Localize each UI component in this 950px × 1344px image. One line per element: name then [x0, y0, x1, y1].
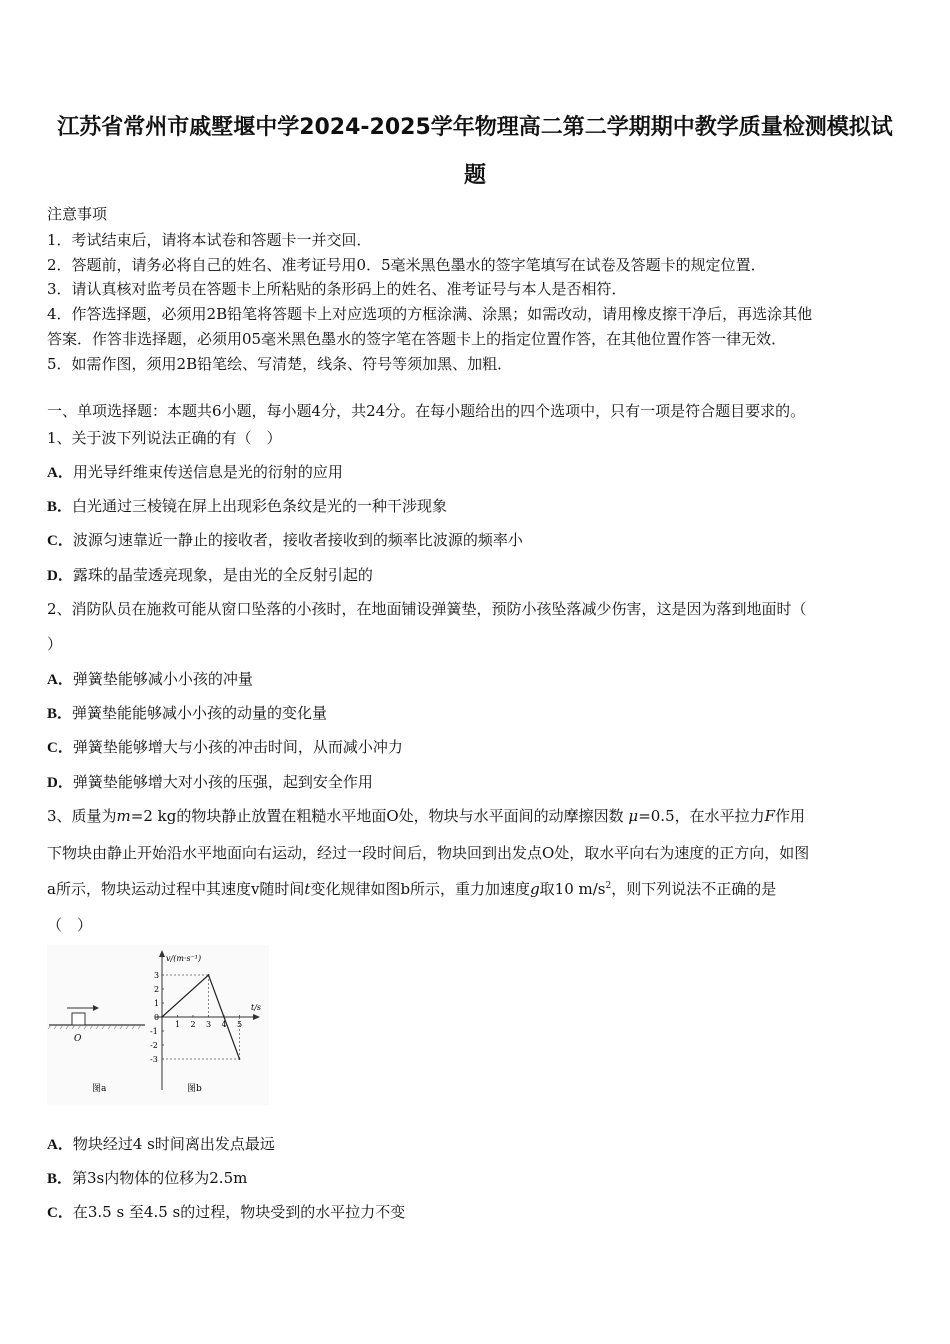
option-label: C．	[47, 533, 73, 549]
question-1-option-b	[47, 495, 907, 516]
option-text: 第3s内物体的位移为2.5m	[72, 1169, 248, 1187]
option-label: D．	[47, 775, 73, 791]
option-text: 弹簧垫能能够减小小孩的动量的变化量	[72, 704, 328, 722]
x-tick-label: 4	[221, 1020, 227, 1029]
question-1-option-c	[47, 529, 907, 550]
notice-item: 4．作答选择题，必须用2B铅笔将答题卡上对应选项的方框涂满、涂黑；如需改动，请用橡皮擦干净后，再选涂其他	[47, 305, 813, 323]
question-3-option-a	[47, 1133, 907, 1154]
notice-item: 3．请认真核对监考员在答题卡上所粘贴的条形码上的姓名、准考证号与本人是否相符．	[47, 280, 627, 298]
question-3-stem-line-1	[47, 805, 907, 826]
option-label: A．	[47, 1137, 73, 1153]
stem-text: =2 kg的物块静止放置在粗糙水平地面O处，物块与水平面间的动摩擦因数	[130, 807, 624, 825]
option-text: 在3.5 s 至4.5 s的过程，物块受到的水平拉力不变	[72, 1203, 406, 1221]
option-label: A．	[47, 465, 73, 481]
stem-text: 取10 m/s	[539, 880, 606, 898]
question-3-option-c	[47, 1201, 907, 1222]
option-text: 白光通过三棱镜在屏上出现彩色条纹是光的一种干涉现象	[72, 497, 448, 515]
option-label: B．	[47, 499, 73, 515]
symbol-t: t	[304, 880, 311, 898]
question-2-stem: 2、消防队员在施救可能从窗口坠落的小孩时，在地面铺设弹簧垫，预防小孩坠落减少伤害，这是因为落到地面时（	[47, 600, 807, 618]
y-axis-label: v/(m·s⁻¹)	[166, 954, 202, 963]
stem-text: =0.5，在水平拉力	[638, 807, 765, 825]
y-tick-label: -1	[150, 1027, 158, 1036]
question-2-option-a	[47, 668, 907, 689]
y-tick-label: 2	[154, 985, 160, 994]
x-axis-label: t/s	[251, 1003, 262, 1012]
y-tick-label: 3	[154, 971, 160, 980]
symbol-mu: μ	[623, 807, 639, 825]
x-tick-label: 3	[206, 1020, 212, 1029]
stem-text: 3、质量为	[47, 807, 117, 825]
section-heading: 一、单项选择题：本题共6小题，每小题4分，共24分。在每小题给出的四个选项中，只有一项是符合题目要求的。	[47, 402, 806, 420]
data-point	[161, 1016, 163, 1018]
x-tick-label: 5	[237, 1020, 243, 1029]
notice-item: 5．如需作图，须用2B铅笔绘、写清楚，线条、符号等须加黑、加粗．	[47, 355, 513, 373]
question-3-figure	[47, 945, 269, 1105]
question-2-option-c	[47, 736, 907, 757]
option-label: D．	[47, 568, 73, 584]
option-text: 弹簧垫能够减小小孩的冲量	[72, 670, 253, 688]
question-2-option-d	[47, 771, 907, 792]
data-point	[239, 1058, 241, 1060]
data-point	[208, 974, 210, 976]
option-text: 弹簧垫能够增大与小孩的冲击时间，从而减小冲力	[72, 738, 403, 756]
notice-item: 答案．作答非选择题，必须用05毫米黑色墨水的签字笔在答题卡上的指定位置作答，在其他位置作答一律无效．	[47, 330, 787, 348]
y-tick-label: 1	[154, 999, 160, 1008]
figure-a-label: 图a	[92, 1084, 107, 1094]
question-3-option-b	[47, 1167, 907, 1188]
stem-text: 作用	[775, 807, 806, 825]
question-1-stem: 1、关于波下列说法正确的有（ ）	[47, 429, 282, 447]
notice-heading: 注意事项	[47, 205, 108, 223]
question-3-stem-line-2: 下物块由静止开始沿水平地面向右运动，经过一段时间后，物块回到出发点O处，取水平向右为速度的正方向，如图	[47, 844, 810, 862]
symbol-m: m	[116, 807, 131, 825]
option-text: 物块经过4 s时间离出发点最远	[72, 1135, 275, 1153]
stem-text: a所示，物块运动过程中其速度v随时间	[47, 880, 305, 898]
y-tick-label: 0	[154, 1013, 160, 1022]
option-text: 波源匀速靠近一静止的接收者，接收者接收到的频率比波源的频率小	[72, 531, 523, 549]
symbol-g: g	[530, 880, 540, 898]
option-text: 弹簧垫能够增大对小孩的压强，起到安全作用	[72, 773, 373, 791]
block	[72, 1013, 85, 1025]
option-text: 露珠的晶莹透亮现象，是由光的全反射引起的	[72, 566, 373, 584]
x-tick-label: 1	[175, 1020, 181, 1029]
question-1-option-d	[47, 564, 907, 585]
option-label: B．	[47, 1171, 73, 1187]
notice-item: 1．考试结束后，请将本试卷和答题卡一并交回．	[47, 231, 372, 249]
page-title-line-1: 江苏省常州市戚墅堰中学2024-2025学年物理高二第二学期期中教学质量检测模拟试	[57, 115, 893, 140]
option-text: 用光导纤维束传送信息是光的衍射的应用	[72, 463, 343, 481]
question-2-stem-end: ）	[47, 635, 63, 653]
question-1-option-a	[47, 461, 907, 482]
option-label: B．	[47, 706, 73, 722]
superscript: 2	[605, 881, 612, 891]
question-3-stem-line-4: （ ）	[47, 916, 93, 934]
page-title-line-2: 题	[463, 163, 486, 188]
symbol-f: F	[764, 807, 776, 825]
x-tick-label: 2	[190, 1020, 196, 1029]
y-tick-label: -3	[150, 1055, 158, 1064]
notice-item: 2．答题前，请务必将自己的姓名、准考证号用0．5毫米黑色墨水的签字笔填写在试卷及答题卡的规定位置．	[47, 256, 766, 274]
option-label: C．	[47, 740, 73, 756]
figure-b-label: 图b	[187, 1084, 202, 1094]
y-tick-label: -2	[150, 1041, 158, 1050]
origin-label: O	[74, 1034, 82, 1044]
stem-text: ，则下列说法不正确的是	[611, 880, 777, 898]
option-label: A．	[47, 672, 73, 688]
question-3-stem-line-3	[47, 878, 907, 899]
question-2-option-b	[47, 702, 907, 723]
stem-text: 变化规律如图b所示，重力加速度	[310, 880, 531, 898]
option-label: C．	[47, 1205, 73, 1221]
